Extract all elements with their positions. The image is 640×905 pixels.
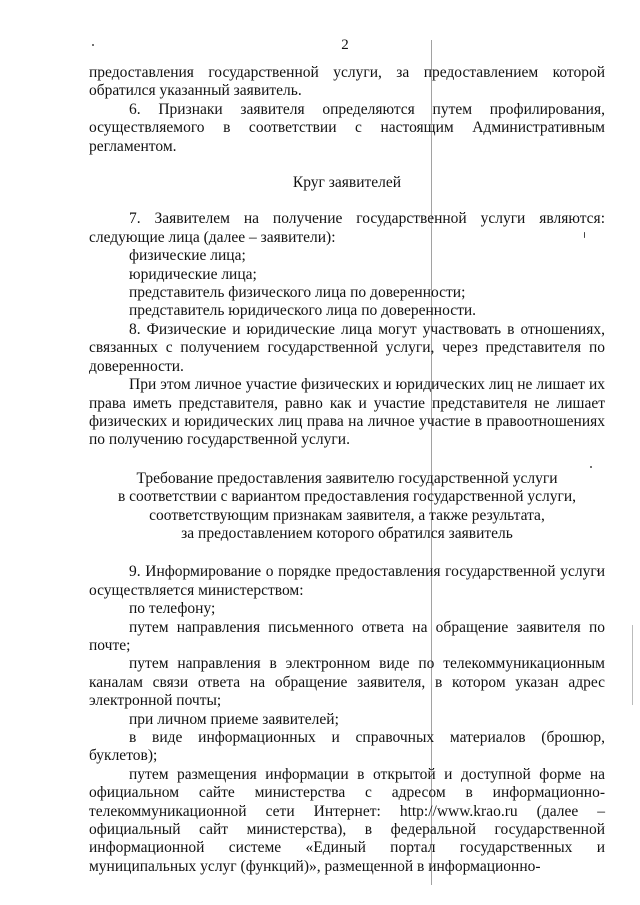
list-item: при личном приеме заявителей; — [129, 710, 339, 728]
list-item: путем направления в электронном виде по телекоммуникационным каналам связи ответа на обращение заявителя, в котором указан адрес электронной почты; — [89, 655, 605, 710]
list-item: юридические лица; — [129, 265, 257, 283]
section-heading-requirement-line-1: Требование предоставления заявителю государственной услуги — [136, 469, 558, 487]
paragraph-8: 8. Физические и юридические лица могут участвовать в отношениях, связанных с получением государственной услуги, через представителя по доверенности. — [89, 320, 605, 375]
section-heading-requirement-line-2: в соответствии с вариантом предоставления государственной услуги, — [117, 488, 577, 506]
paragraph-8-continued: При этом личное участие физических и юридических лиц не лишает их права иметь представителя, равно как и участие представителя не лишает физических и юридических лиц права на личное участие в правоотношениях по получению государственной услуги. — [89, 376, 605, 449]
list-item: по телефону; — [129, 600, 216, 618]
document-body — [89, 64, 605, 876]
list-item: путем направления письменного ответа на обращение заявителя по почте; — [89, 618, 605, 654]
list-item: путем размещения информации в открытой и доступной форме на официальном сайте министерства с адресом в информационно-телекоммуникационной сети Интернет: http://www.krao.ru (далее – официальный сайт министерства), в федеральной государственной информационной системе «Единый портал государственных и муниципальных услуг (функций)», размещенной в информационно- — [89, 765, 605, 875]
paragraph-6: 6. Признаки заявителя определяются путем профилирования, осуществляемого в соответствии с настоящим Административным регламентом. — [89, 100, 605, 155]
section-heading-requirement-line-3: соответствующим признакам заявителя, а также результата, — [149, 506, 545, 524]
list-item: представитель физического лица по доверенности; — [129, 284, 466, 302]
page-number: 2 — [341, 37, 349, 53]
section-heading-applicants: Круг заявителей — [292, 174, 402, 192]
paragraph-9: 9. Информирование о порядке предоставления государственной услуги осуществляется министерством: — [89, 563, 605, 599]
section-heading-requirement-line-4: за предоставлением которого обратился заявитель — [181, 524, 513, 542]
list-item: физические лица; — [129, 247, 246, 265]
intro-paragraph: предоставления государственной услуги, за предоставлением которой обратился указанный заявитель. — [89, 64, 605, 100]
scan-edge-mark — [632, 625, 633, 705]
list-item: представитель юридического лица по доверенности. — [129, 302, 477, 320]
list-item: в виде информационных и справочных материалов (брошюр, буклетов); — [89, 729, 605, 765]
paragraph-7: 7. Заявителем на получение государственной услуги являются: следующие лица (далее – заявители): — [89, 210, 605, 246]
